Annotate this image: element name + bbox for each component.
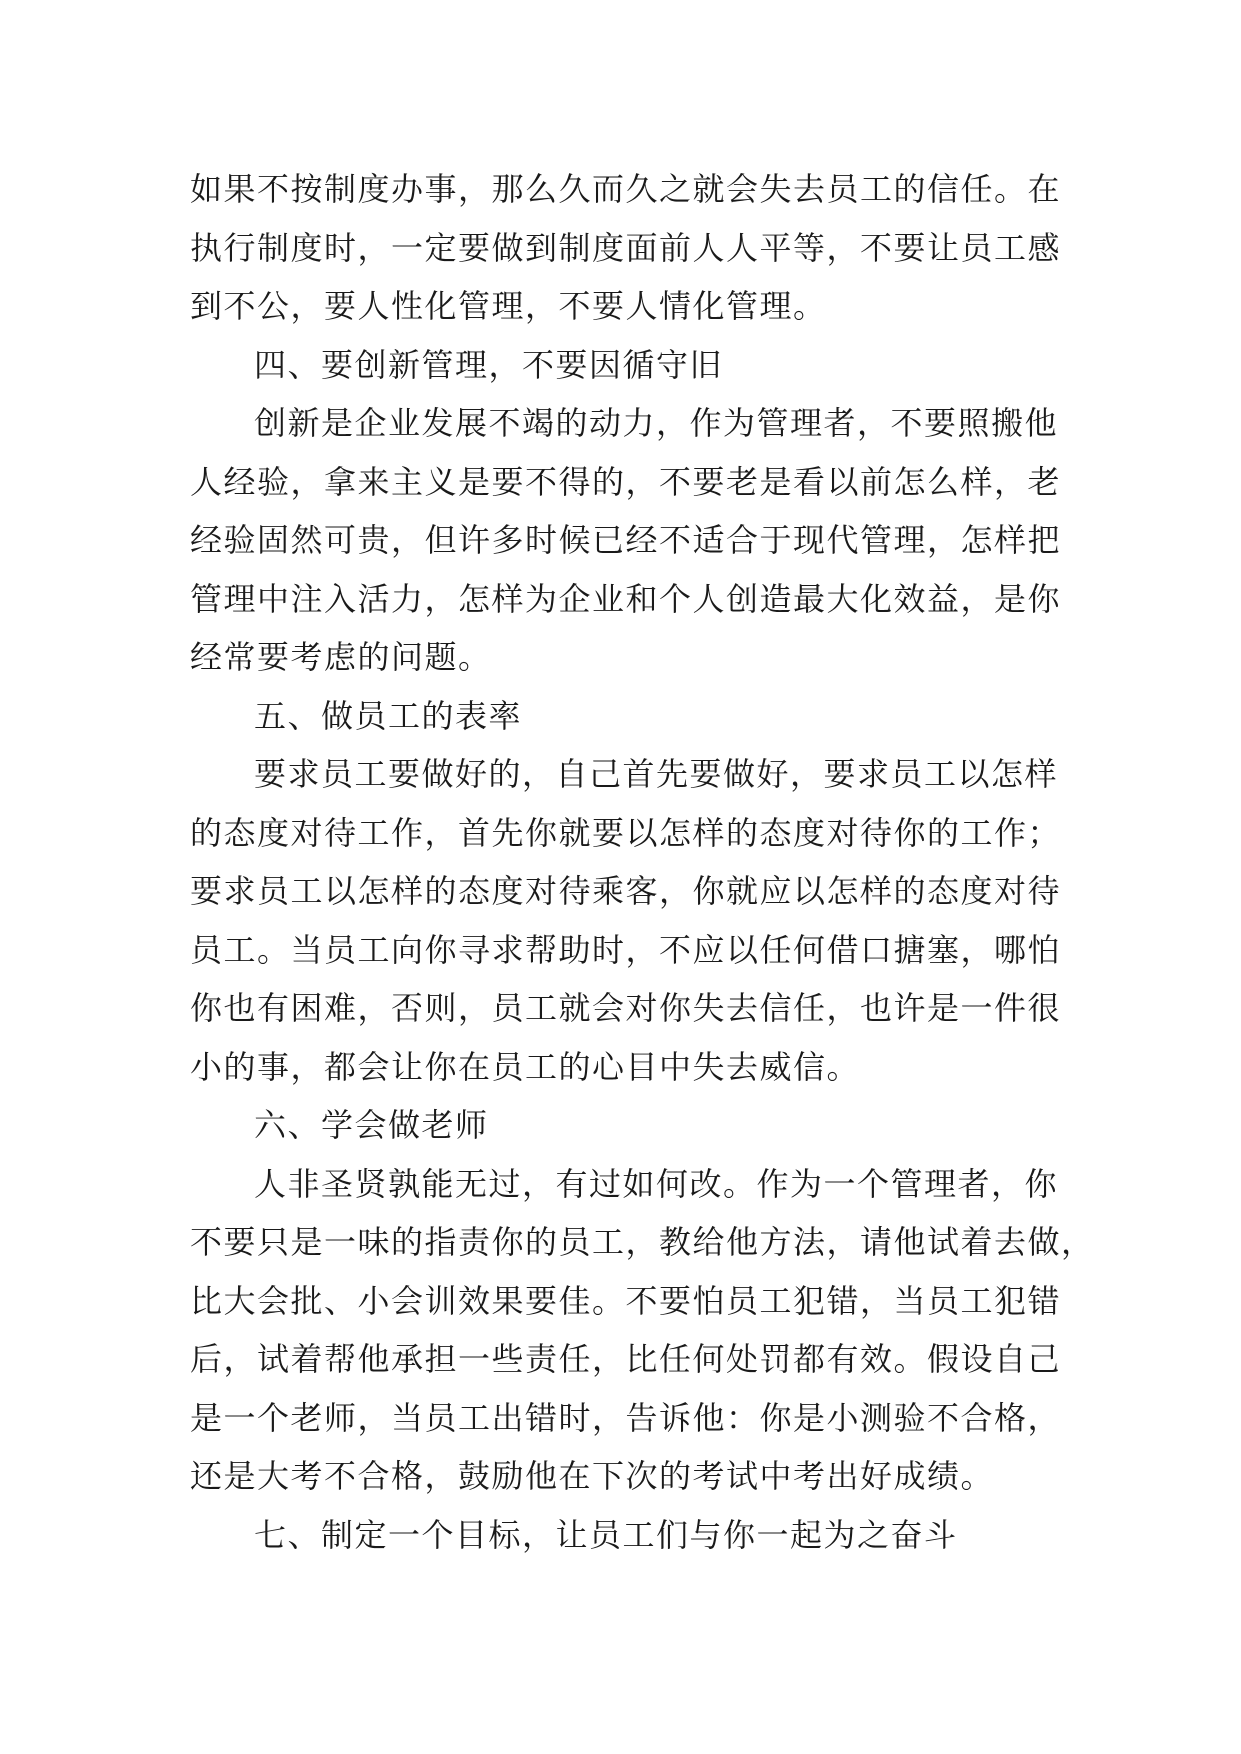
text-line: 小的事，都会让你在员工的心目中失去威信。: [190, 1047, 861, 1086]
paragraph-start-line: 要求员工要做好的，自己首先要做好，要求员工以怎样: [254, 755, 1059, 793]
text-line: 经常要考虑的问题。: [190, 638, 492, 676]
text-line: 是一个老师，当员工出错时，告诉他：你是小测验不合格，: [190, 1398, 1062, 1437]
paragraph-start-line: 五、做员工的表率: [254, 696, 523, 735]
paragraph-start-line: 人非圣贤孰能无过，有过如何改。作为一个管理者，你: [254, 1164, 1059, 1203]
text-line: 你也有困难，否则，员工就会对你失去信任，也许是一件很: [190, 989, 1062, 1027]
text-line: 要求员工以怎样的态度对待乘客，你就应以怎样的态度对待: [190, 872, 1062, 910]
paragraph-start-line: 创新是企业发展不竭的动力，作为管理者，不要照搬他: [254, 404, 1059, 442]
text-line: 如果不按制度办事，那么久而久之就会失去员工的信任。在: [190, 170, 1062, 208]
text-line: 员工。当员工向你寻求帮助时，不应以任何借口搪塞，哪怕: [190, 930, 1062, 969]
text-line: 人经验，拿来主义是要不得的，不要老是看以前怎么样，老: [190, 462, 1062, 501]
text-line: 后，试着帮他承担一些责任，比任何处罚都有效。假设自己: [190, 1340, 1062, 1378]
text-line: 执行制度时，一定要做到制度面前人人平等，不要让员工感: [190, 228, 1062, 267]
text-line: 经验固然可贵，但许多时候已经不适合于现代管理，怎样把: [190, 521, 1062, 559]
paragraph-start-line: 七、制定一个目标，让员工们与你一起为之奋斗: [254, 1515, 958, 1554]
text-line: 还是大考不合格，鼓励他在下次的考试中考出好成绩。: [190, 1457, 995, 1495]
text-line: 的态度对待工作，首先你就要以怎样的态度对待你的工作；: [190, 813, 1062, 852]
text-line: 不要只是一味的指责你的员工，教给他方法，请他试着去做，: [190, 1223, 1095, 1261]
text-line: 到不公，要人性化管理，不要人情化管理。: [190, 287, 827, 325]
text-line: 管理中注入活力，怎样为企业和个人创造最大化效益，是你: [190, 579, 1062, 618]
text-line: 比大会批、小会训效果要佳。不要怕员工犯错，当员工犯错: [190, 1281, 1062, 1320]
paragraph-start-line: 六、学会做老师: [254, 1106, 489, 1144]
paragraph-start-line: 四、要创新管理，不要因循守旧: [254, 345, 724, 384]
document-body: [190, 160, 1095, 1564]
